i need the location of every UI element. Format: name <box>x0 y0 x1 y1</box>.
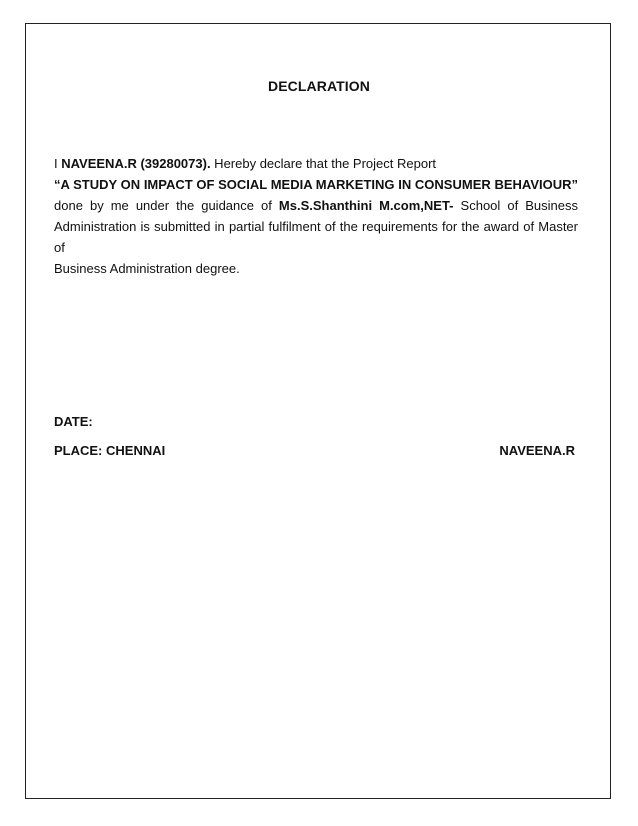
project-title: “A STUDY ON IMPACT OF SOCIAL MEDIA MARKETING IN CONSUMER BEHAVIOUR” <box>54 177 578 192</box>
page-title: DECLARATION <box>268 78 370 94</box>
declaration-prefix: I <box>54 156 62 171</box>
declare-text: Hereby declare that the Project Report <box>210 156 437 171</box>
declaration-line-3 <box>54 195 578 216</box>
declaration-paragraph <box>54 153 578 279</box>
place-label: PLACE: CHENNAI <box>54 443 166 458</box>
school-text: School of Business <box>453 198 578 213</box>
date-label: DATE: <box>54 414 93 429</box>
declaration-line-5: Business Administration degree. <box>54 261 240 276</box>
page-border <box>25 23 611 799</box>
student-identity: NAVEENA.R (39280073). <box>61 156 211 171</box>
guide-name: Ms.S.Shanthini M.com,NET- <box>278 198 454 213</box>
declaration-line-4: Administration is submitted in partial fulfilment of the requirements for the award of Master of <box>54 219 578 255</box>
guidance-text: done by me under the guidance of <box>54 198 279 213</box>
signature-name: NAVEENA.R <box>499 443 575 458</box>
declaration-line-1 <box>54 153 578 174</box>
